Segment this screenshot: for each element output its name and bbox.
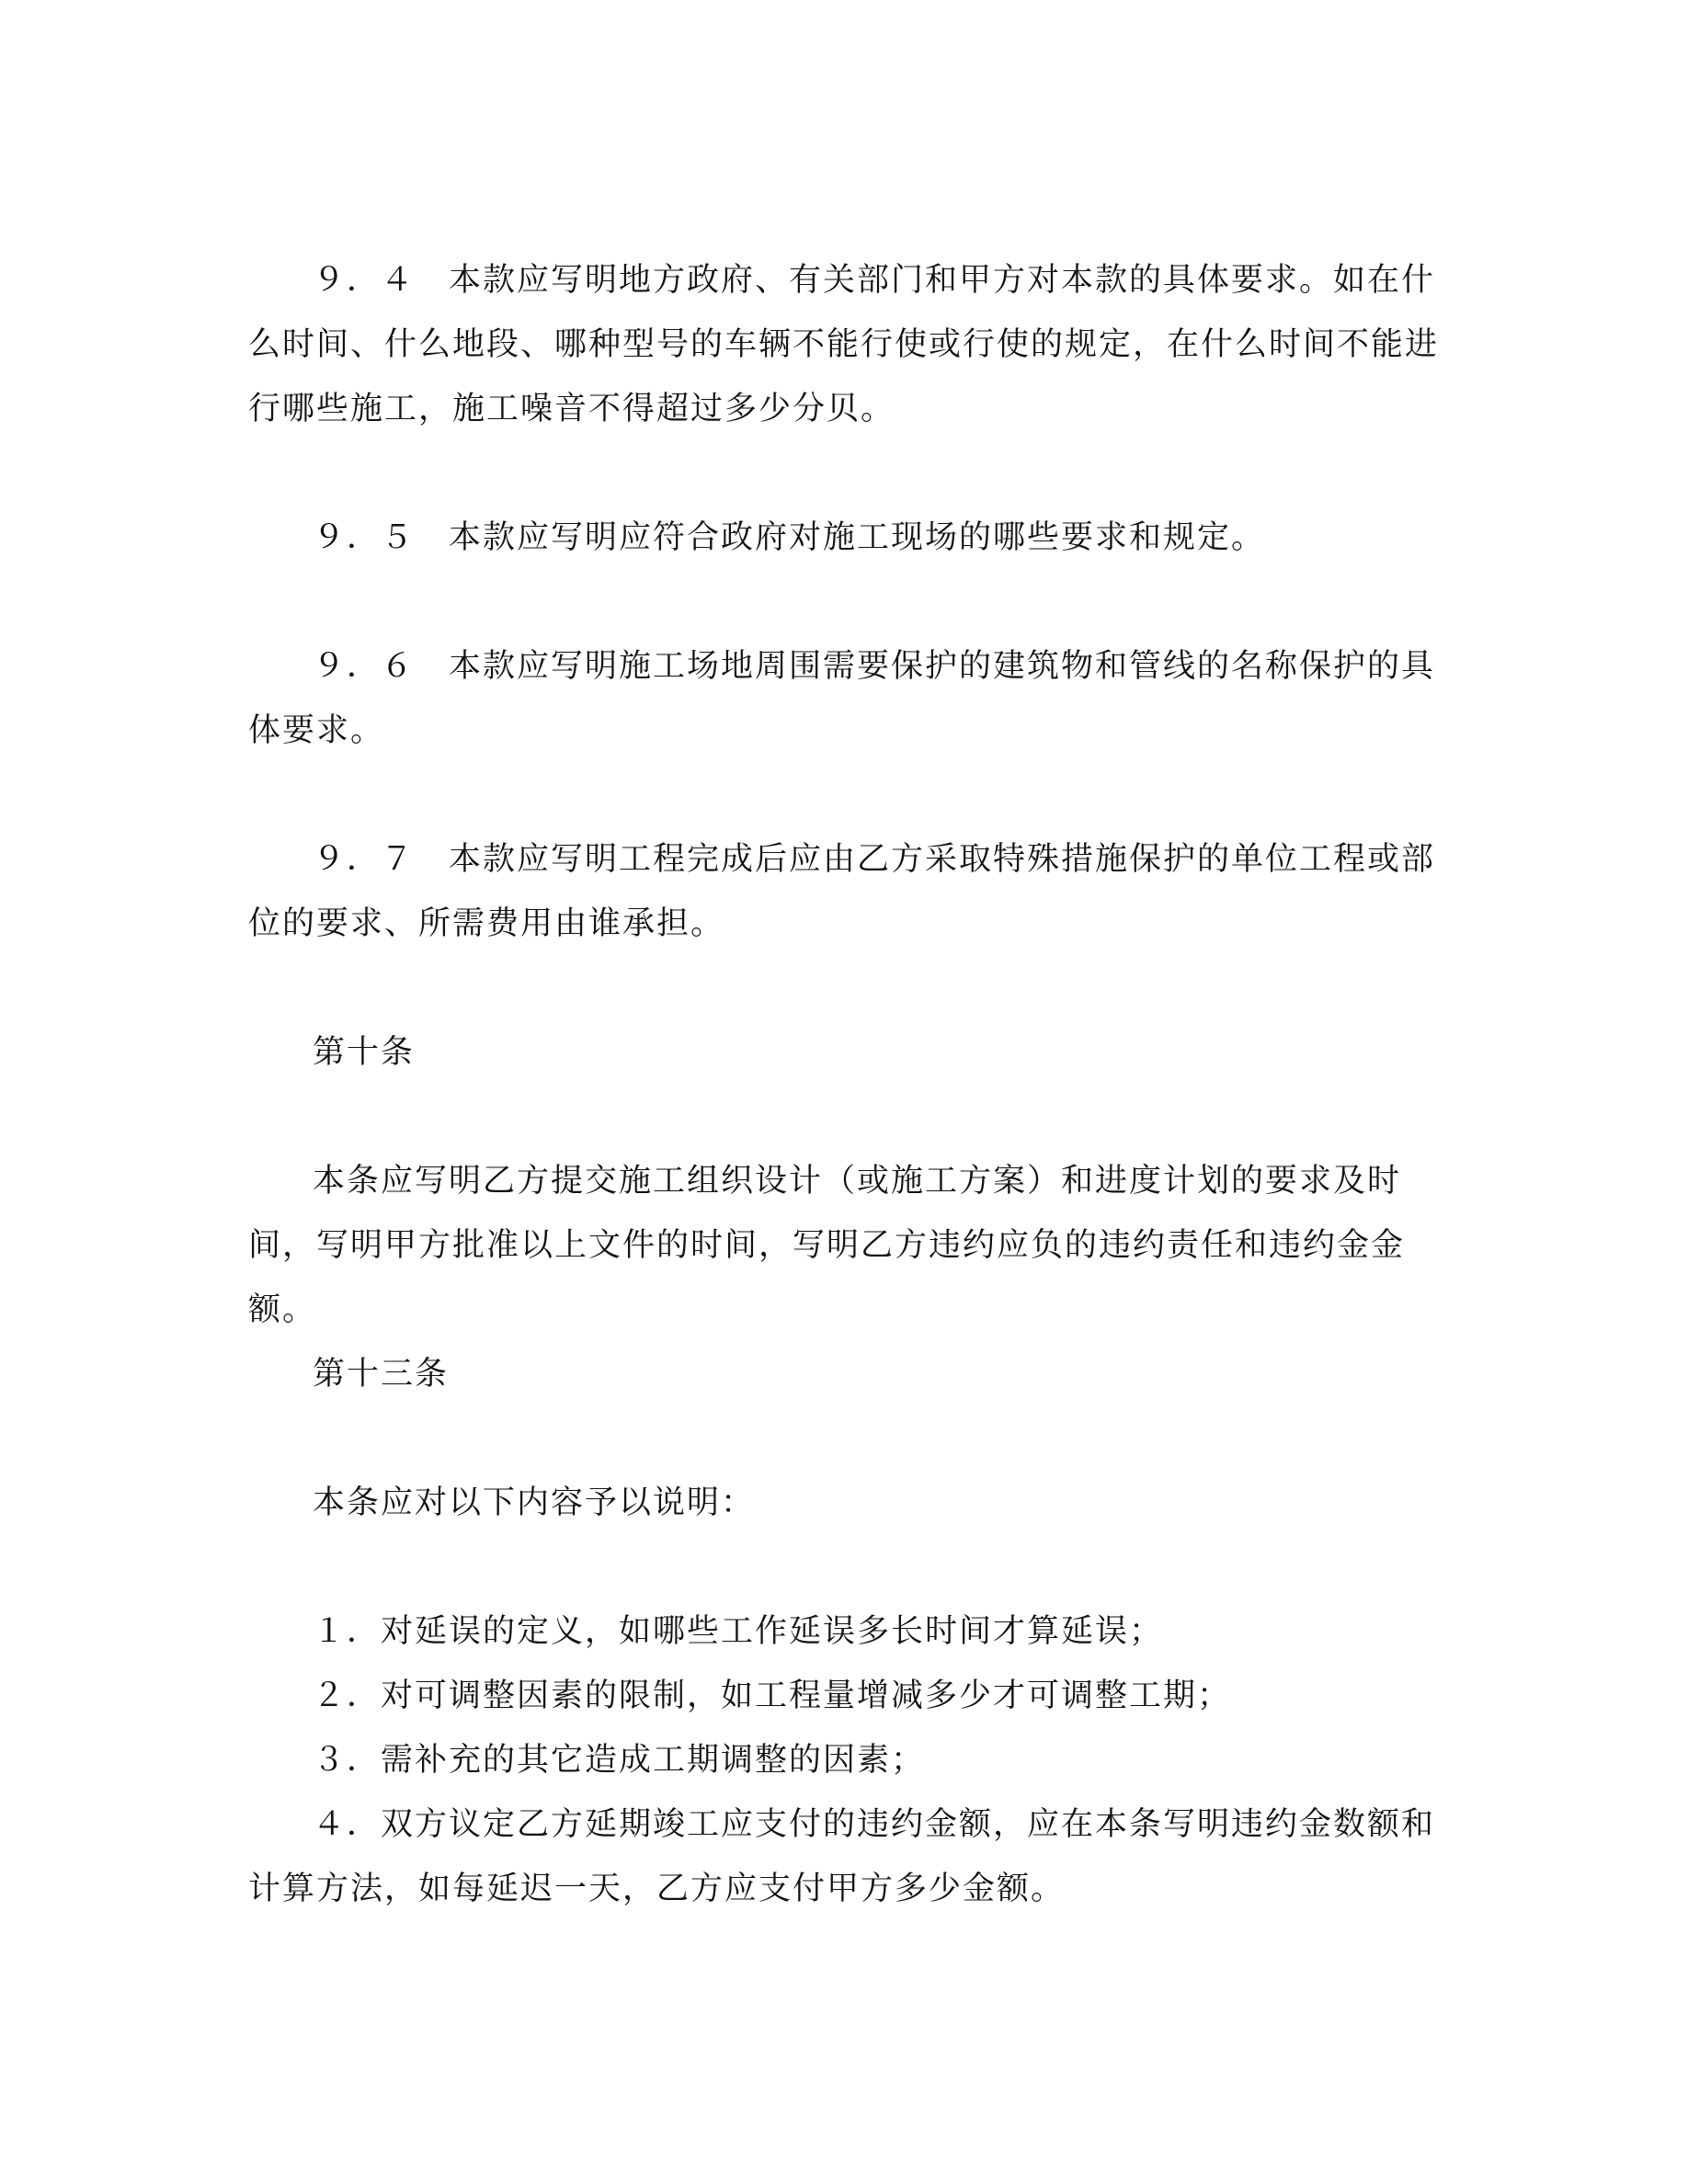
heading-article-10: 第十条	[313, 1034, 416, 1071]
list-item-13-4: ４．双方议定乙方延期竣工应支付的违约金额，应在本条写明违约金数额和计算方法，如每延迟一天，乙方应支付甲方多少金额。	[248, 1806, 1436, 1907]
paragraph-article-13-intro: 本条应对以下内容予以说明：	[313, 1484, 756, 1521]
list-item-13-1: １．对延误的定义，如哪些工作延误多长时间才算延误；	[313, 1613, 1164, 1650]
paragraph-9-7: ９．７ 本款应写明工程完成后应由乙方采取特殊措施保护的单位工程或部位的要求、所需费用由谁承担。	[248, 841, 1436, 942]
paragraph-9-6: ９．６ 本款应写明施工场地周围需要保护的建筑物和管线的名称保护的具体要求。	[248, 648, 1436, 749]
heading-article-13: 第十三条	[313, 1356, 450, 1393]
list-item-13-2: ２．对可调整因素的限制，如工程量增减多少才可调整工期；	[313, 1678, 1232, 1714]
paragraph-9-4: ９．４ 本款应写明地方政府、有关部门和甲方对本款的具体要求。如在什么时间、什么地段、哪种型号的车辆不能行使或行使的规定，在什么时间不能进行哪些施工，施工噪音不得超过多少分贝。	[248, 262, 1440, 427]
list-item-13-3: ３．需补充的其它造成工期调整的因素；	[313, 1742, 926, 1779]
paragraph-9-5: ９．５ 本款应写明应符合政府对施工现场的哪些要求和规定。	[313, 519, 1266, 556]
paragraph-article-10: 本条应写明乙方提交施工组织设计（或施工方案）和进度计划的要求及时间，写明甲方批准以上文件的时间，写明乙方违约应负的违约责任和违约金金额。	[248, 1163, 1406, 1328]
